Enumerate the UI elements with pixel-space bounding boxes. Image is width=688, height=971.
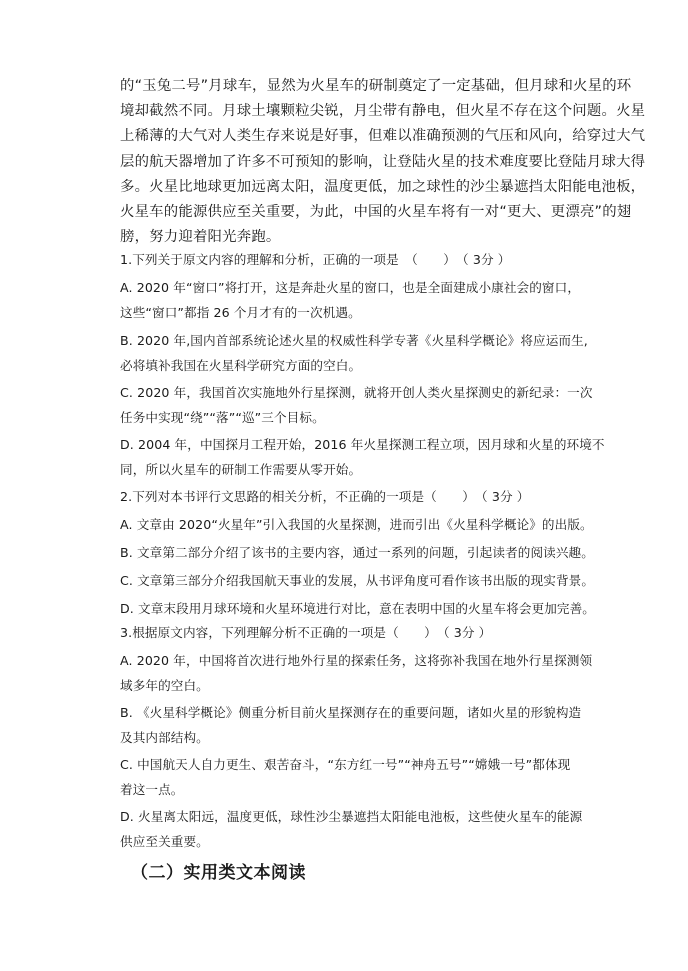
q1-option-d	[120, 432, 644, 482]
q2-option-c	[120, 568, 644, 593]
option-line: 同，所以火星车的研制工作需要从零开始。	[120, 462, 362, 477]
q1-option-c	[120, 380, 644, 430]
q3-option-a	[120, 648, 644, 698]
q3-option-d	[120, 804, 644, 854]
q3-option-c	[120, 752, 644, 802]
passage-line: 境却截然不同。月球土壤颗粒尖锐，月尘带有静电，但火星不存在这个问题。火星	[120, 103, 646, 120]
option-line: 任务中实现“绕”“落”“巡”三个目标。	[120, 410, 325, 425]
section-heading: （二）实用类文本阅读	[131, 863, 306, 883]
question-3	[120, 620, 644, 645]
option-line: D. 文章末段用月球环境和火星环境进行对比，意在表明中国的火星车将会更加完善。	[120, 601, 595, 616]
option-line: C. 文章第三部分介绍我国航天事业的发展，从书评角度可看作该书出版的现实背景。	[120, 573, 595, 588]
question-stem: 3.根据原文内容，下列理解分析不正确的一项是（ ） （ 3分 ）	[120, 625, 492, 640]
q3-option-b	[120, 700, 644, 750]
passage-text	[120, 74, 646, 250]
option-line: C. 2020 年，我国首次实施地外行星探测，就将开创人类火星探测史的新纪录：一次	[120, 385, 593, 400]
passage-line: 的“玉兔二号”月球车，显然为火星车的研制奠定了一定基础，但月球和火星的环	[120, 78, 632, 94]
q2-option-a	[120, 512, 644, 537]
option-line: A. 2020 年“窗口”将打开，这是奔赴火星的窗口，也是全面建成小康社会的窗口，	[120, 280, 581, 295]
option-line: B. 《火星科学概论》侧重分析目前火星探测存在的重要问题，诸如火星的形貌构造	[120, 705, 582, 720]
q2-option-b	[120, 540, 644, 565]
q1-option-a	[120, 275, 644, 325]
question-1	[120, 247, 644, 272]
option-line: C. 中国航天人自力更生、艰苦奋斗，“东方红一号”“神舟五号”“嫦娥一号”都体现	[120, 757, 571, 772]
passage-line: 多。火星比地球更加远离太阳，温度更低，加之球性的沙尘暴遮挡太阳能电池板，	[120, 178, 646, 195]
option-line: 及其内部结构。	[120, 730, 209, 745]
option-line: A. 文章由 2020“火星年”引入我国的火星探测，进而引出《火星科学概论》的出版。	[120, 517, 593, 532]
option-line: 域多年的空白。	[120, 678, 209, 693]
option-line: A. 2020 年，中国将首次进行地外行星的探索任务，这将弥补我国在地外行星探测领	[120, 653, 593, 668]
option-line: D. 火星离太阳远，温度更低，球性沙尘暴遮挡太阳能电池板，这些使火星车的能源	[120, 809, 583, 824]
question-stem: 1.下列关于原文内容的理解和分析，正确的一项是 （ ） （ 3分 ）	[120, 252, 511, 267]
question-2	[120, 484, 644, 509]
option-line: D. 2004 年，中国探月工程开始，2016 年火星探测工程立项，因月球和火星的环境不	[120, 437, 605, 452]
passage-line: 上稀薄的大气对人类生存来说是好事，但难以准确预测的气压和风向，给穿过大气	[120, 128, 646, 145]
option-line: 这些“窗口”都指 26 个月才有的一次机遇。	[120, 305, 361, 320]
passage-line: 层的航天器增加了许多不可预知的影响，让登陆火星的技术难度要比登陆月球大得	[120, 153, 646, 170]
option-line: B. 文章第二部分介绍了该书的主要内容，通过一系列的问题，引起读者的阅读兴趣。	[120, 545, 594, 560]
q1-option-b	[120, 328, 644, 378]
question-stem: 2.下列对本书评行文思路的相关分析，不正确的一项是（ ） （ 3分 ）	[120, 489, 530, 504]
option-line: 着这一点。	[120, 782, 184, 797]
q2-option-d	[120, 596, 644, 621]
option-line: 必将填补我国在火星科学研究方面的空白。	[120, 358, 362, 373]
passage-line: 火星车的能源供应至关重要，为此，中国的火星车将有一对“更大、更漂亮”的翅	[120, 204, 632, 221]
option-line: B. 2020 年,国内首部系统论述火星的权威性科学专著《火星科学概论》将应运而生,	[120, 333, 588, 348]
passage-line: 膀，努力迎着阳光奔跑。	[120, 229, 281, 246]
option-line: 供应至关重要。	[120, 834, 209, 849]
